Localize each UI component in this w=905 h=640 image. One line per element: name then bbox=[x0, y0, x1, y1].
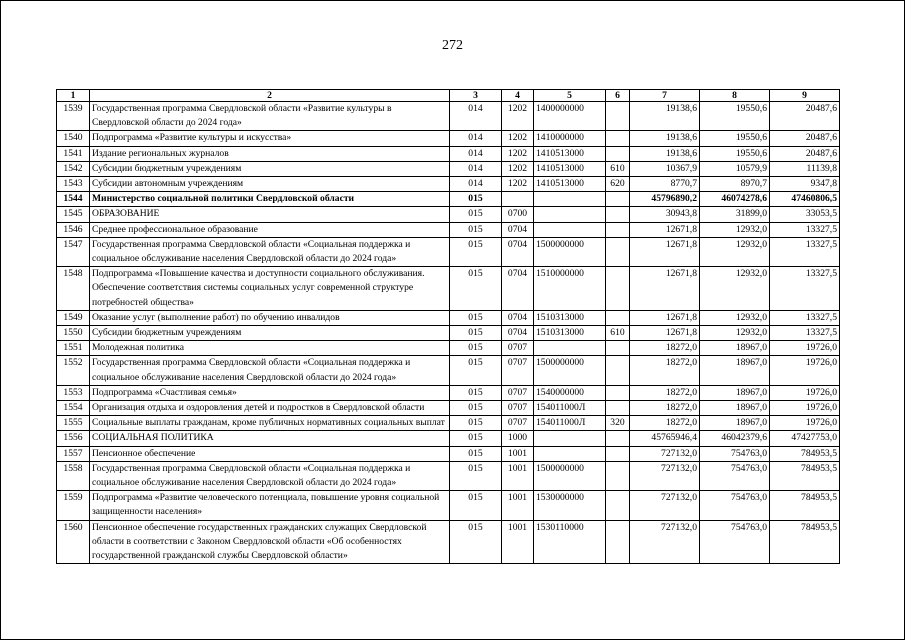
row-target-code: 1500000000 bbox=[534, 461, 606, 490]
row-amount-year2: 12932,0 bbox=[700, 326, 770, 341]
row-expense-type bbox=[606, 310, 630, 325]
row-expense-type bbox=[606, 446, 630, 461]
row-target-code: 1400000000 bbox=[534, 102, 606, 131]
table-row bbox=[57, 237, 840, 266]
row-amount-year3: 47427753,0 bbox=[770, 431, 840, 446]
row-amount-year3: 13327,5 bbox=[770, 310, 840, 325]
row-target-code bbox=[534, 341, 606, 356]
row-ministry-code: 015 bbox=[450, 192, 502, 207]
row-target-code bbox=[534, 446, 606, 461]
row-number: 1548 bbox=[57, 267, 90, 311]
row-name: ОБРАЗОВАНИЕ bbox=[90, 207, 450, 222]
row-ministry-code: 015 bbox=[450, 385, 502, 400]
row-amount-year2: 31899,0 bbox=[700, 207, 770, 222]
row-name: Оказание услуг (выполнение работ) по обучению инвалидов bbox=[90, 310, 450, 325]
row-section-code: 1202 bbox=[502, 146, 534, 161]
table-row bbox=[57, 326, 840, 341]
row-ministry-code: 015 bbox=[450, 416, 502, 431]
row-number: 1558 bbox=[57, 461, 90, 490]
row-ministry-code: 015 bbox=[450, 520, 502, 564]
row-section-code: 1001 bbox=[502, 461, 534, 490]
row-ministry-code: 014 bbox=[450, 146, 502, 161]
row-ministry-code: 015 bbox=[450, 431, 502, 446]
row-expense-type bbox=[606, 356, 630, 385]
row-amount-year2: 19550,6 bbox=[700, 131, 770, 146]
row-section-code: 1000 bbox=[502, 431, 534, 446]
row-name: Государственная программа Свердловской области «Социальная поддержка и социальное обслуживание населения Свердловской области до 2024 года» bbox=[90, 461, 450, 490]
row-target-code: 1500000000 bbox=[534, 237, 606, 266]
row-amount-year3: 20487,6 bbox=[770, 146, 840, 161]
row-amount-year1: 19138,6 bbox=[630, 102, 700, 131]
row-ministry-code: 015 bbox=[450, 446, 502, 461]
row-target-code: 1410513000 bbox=[534, 161, 606, 176]
header-cell: 8 bbox=[700, 90, 770, 102]
row-number: 1543 bbox=[57, 177, 90, 192]
row-ministry-code: 015 bbox=[450, 461, 502, 490]
row-name: Подпрограмма «Развитие человеческого потенциала, повышение уровня социальной защищенности населения» bbox=[90, 491, 450, 520]
row-expense-type bbox=[606, 461, 630, 490]
row-expense-type bbox=[606, 192, 630, 207]
row-expense-type bbox=[606, 237, 630, 266]
table-row bbox=[57, 356, 840, 385]
table-row bbox=[57, 146, 840, 161]
row-name: Государственная программа Свердловской области «Социальная поддержка и социальное обслуживание населения Свердловской области до 2024 года» bbox=[90, 356, 450, 385]
row-name: Пенсионное обеспечение государственных гражданских служащих Свердловской области в соответствии с Законом Свердловской области «Об особенностях государственной гражданской службы Свердловской области» bbox=[90, 520, 450, 564]
table-row bbox=[57, 192, 840, 207]
row-target-code: 1540000000 bbox=[534, 385, 606, 400]
row-expense-type bbox=[606, 102, 630, 131]
row-target-code bbox=[534, 222, 606, 237]
row-number: 1544 bbox=[57, 192, 90, 207]
row-section-code: 0704 bbox=[502, 237, 534, 266]
row-number: 1539 bbox=[57, 102, 90, 131]
row-name: Подпрограмма «Счастливая семья» bbox=[90, 385, 450, 400]
row-name: Субсидии бюджетным учреждениям bbox=[90, 326, 450, 341]
header-cell: 5 bbox=[534, 90, 606, 102]
row-target-code bbox=[534, 192, 606, 207]
row-amount-year1: 12671,8 bbox=[630, 267, 700, 311]
row-ministry-code: 015 bbox=[450, 326, 502, 341]
row-expense-type bbox=[606, 131, 630, 146]
table-row bbox=[57, 431, 840, 446]
row-number: 1559 bbox=[57, 491, 90, 520]
row-expense-type bbox=[606, 341, 630, 356]
row-amount-year1: 45796890,2 bbox=[630, 192, 700, 207]
header-row bbox=[57, 90, 840, 102]
row-section-code: 0707 bbox=[502, 401, 534, 416]
row-amount-year3: 784953,5 bbox=[770, 520, 840, 564]
row-section-code: 0707 bbox=[502, 341, 534, 356]
row-section-code: 0707 bbox=[502, 416, 534, 431]
table-row bbox=[57, 177, 840, 192]
row-amount-year3: 20487,6 bbox=[770, 102, 840, 131]
row-number: 1556 bbox=[57, 431, 90, 446]
row-expense-type bbox=[606, 431, 630, 446]
row-number: 1551 bbox=[57, 341, 90, 356]
row-amount-year3: 784953,5 bbox=[770, 461, 840, 490]
row-section-code: 0707 bbox=[502, 356, 534, 385]
row-number: 1555 bbox=[57, 416, 90, 431]
row-amount-year3: 33053,5 bbox=[770, 207, 840, 222]
header-cell: 7 bbox=[630, 90, 700, 102]
row-section-code: 1202 bbox=[502, 161, 534, 176]
row-section-code: 0704 bbox=[502, 310, 534, 325]
row-amount-year2: 18967,0 bbox=[700, 341, 770, 356]
row-section-code: 1202 bbox=[502, 131, 534, 146]
table-row bbox=[57, 131, 840, 146]
table-body bbox=[57, 102, 840, 564]
row-section-code: 1202 bbox=[502, 102, 534, 131]
row-name: Социальные выплаты гражданам, кроме публичных нормативных социальных выплат bbox=[90, 416, 450, 431]
row-amount-year1: 18272,0 bbox=[630, 341, 700, 356]
row-amount-year3: 13327,5 bbox=[770, 326, 840, 341]
row-amount-year2: 12932,0 bbox=[700, 237, 770, 266]
row-expense-type bbox=[606, 146, 630, 161]
row-expense-type bbox=[606, 491, 630, 520]
row-section-code: 0704 bbox=[502, 326, 534, 341]
row-amount-year1: 45765946,4 bbox=[630, 431, 700, 446]
row-name: Министерство социальной политики Свердловской области bbox=[90, 192, 450, 207]
row-name: Субсидии бюджетным учреждениям bbox=[90, 161, 450, 176]
row-amount-year2: 18967,0 bbox=[700, 356, 770, 385]
row-ministry-code: 015 bbox=[450, 267, 502, 311]
row-name: Субсидии автономным учреждениям bbox=[90, 177, 450, 192]
row-number: 1554 bbox=[57, 401, 90, 416]
row-number: 1549 bbox=[57, 310, 90, 325]
table-row bbox=[57, 461, 840, 490]
row-amount-year3: 19726,0 bbox=[770, 356, 840, 385]
row-amount-year2: 754763,0 bbox=[700, 461, 770, 490]
row-amount-year2: 19550,6 bbox=[700, 146, 770, 161]
row-amount-year2: 12932,0 bbox=[700, 310, 770, 325]
row-target-code: 1410000000 bbox=[534, 131, 606, 146]
table-row bbox=[57, 102, 840, 131]
header-cell: 1 bbox=[57, 90, 90, 102]
row-section-code bbox=[502, 192, 534, 207]
row-amount-year1: 12671,8 bbox=[630, 326, 700, 341]
row-amount-year1: 10367,9 bbox=[630, 161, 700, 176]
row-amount-year2: 18967,0 bbox=[700, 416, 770, 431]
row-ministry-code: 015 bbox=[450, 401, 502, 416]
row-ministry-code: 014 bbox=[450, 131, 502, 146]
row-ministry-code: 015 bbox=[450, 310, 502, 325]
row-amount-year2: 46042379,6 bbox=[700, 431, 770, 446]
row-name: Государственная программа Свердловской области «Развитие культуры в Свердловской области до 2024 года» bbox=[90, 102, 450, 131]
row-expense-type bbox=[606, 207, 630, 222]
row-number: 1557 bbox=[57, 446, 90, 461]
row-target-code: 1530000000 bbox=[534, 491, 606, 520]
row-number: 1547 bbox=[57, 237, 90, 266]
row-section-code: 0704 bbox=[502, 267, 534, 311]
row-name: Пенсионное обеспечение bbox=[90, 446, 450, 461]
row-name: Подпрограмма «Повышение качества и доступности социального обслуживания. Обеспечение соответствия системы социальных услуг современной структуре потребностей общества» bbox=[90, 267, 450, 311]
row-expense-type: 610 bbox=[606, 161, 630, 176]
row-name: Издание региональных журналов bbox=[90, 146, 450, 161]
row-amount-year2: 754763,0 bbox=[700, 491, 770, 520]
row-section-code: 1001 bbox=[502, 446, 534, 461]
row-ministry-code: 014 bbox=[450, 161, 502, 176]
row-expense-type bbox=[606, 520, 630, 564]
row-amount-year3: 47460806,5 bbox=[770, 192, 840, 207]
row-ministry-code: 015 bbox=[450, 207, 502, 222]
row-amount-year1: 18272,0 bbox=[630, 416, 700, 431]
row-ministry-code: 014 bbox=[450, 102, 502, 131]
row-number: 1546 bbox=[57, 222, 90, 237]
row-amount-year3: 20487,6 bbox=[770, 131, 840, 146]
row-amount-year3: 784953,5 bbox=[770, 446, 840, 461]
row-amount-year3: 9347,8 bbox=[770, 177, 840, 192]
table-row bbox=[57, 267, 840, 311]
table-row bbox=[57, 416, 840, 431]
row-ministry-code: 015 bbox=[450, 222, 502, 237]
table-row bbox=[57, 385, 840, 400]
row-amount-year3: 19726,0 bbox=[770, 341, 840, 356]
page-number: 272 bbox=[442, 38, 463, 53]
row-amount-year2: 46074278,6 bbox=[700, 192, 770, 207]
row-section-code: 0700 bbox=[502, 207, 534, 222]
row-amount-year3: 13327,5 bbox=[770, 267, 840, 311]
row-amount-year2: 10579,9 bbox=[700, 161, 770, 176]
table-row bbox=[57, 341, 840, 356]
row-section-code: 1001 bbox=[502, 491, 534, 520]
row-ministry-code: 014 bbox=[450, 177, 502, 192]
table-row bbox=[57, 222, 840, 237]
row-number: 1553 bbox=[57, 385, 90, 400]
row-amount-year1: 18272,0 bbox=[630, 401, 700, 416]
row-target-code bbox=[534, 431, 606, 446]
header-cell: 2 bbox=[90, 90, 450, 102]
row-amount-year1: 727132,0 bbox=[630, 491, 700, 520]
row-number: 1540 bbox=[57, 131, 90, 146]
row-amount-year2: 19550,6 bbox=[700, 102, 770, 131]
table-row bbox=[57, 401, 840, 416]
row-expense-type: 320 bbox=[606, 416, 630, 431]
row-name: Государственная программа Свердловской области «Социальная поддержка и социальное обслуживание населения Свердловской области до 2024 года» bbox=[90, 237, 450, 266]
budget-table bbox=[56, 89, 840, 564]
row-amount-year3: 13327,5 bbox=[770, 222, 840, 237]
row-expense-type: 620 bbox=[606, 177, 630, 192]
row-amount-year1: 727132,0 bbox=[630, 520, 700, 564]
row-target-code: 1410513000 bbox=[534, 146, 606, 161]
row-expense-type bbox=[606, 401, 630, 416]
table-row bbox=[57, 310, 840, 325]
row-section-code: 0707 bbox=[502, 385, 534, 400]
row-amount-year3: 19726,0 bbox=[770, 416, 840, 431]
row-expense-type bbox=[606, 267, 630, 311]
row-name: Подпрограмма «Развитие культуры и искусства» bbox=[90, 131, 450, 146]
row-ministry-code: 015 bbox=[450, 491, 502, 520]
row-expense-type bbox=[606, 222, 630, 237]
row-target-code: 1500000000 bbox=[534, 356, 606, 385]
row-amount-year1: 30943,8 bbox=[630, 207, 700, 222]
row-amount-year1: 19138,6 bbox=[630, 131, 700, 146]
row-amount-year1: 727132,0 bbox=[630, 446, 700, 461]
row-name: СОЦИАЛЬНАЯ ПОЛИТИКА bbox=[90, 431, 450, 446]
row-amount-year3: 19726,0 bbox=[770, 385, 840, 400]
row-amount-year3: 13327,5 bbox=[770, 237, 840, 266]
row-amount-year2: 12932,0 bbox=[700, 222, 770, 237]
row-amount-year1: 12671,8 bbox=[630, 222, 700, 237]
row-number: 1545 bbox=[57, 207, 90, 222]
row-name: Молодежная политика bbox=[90, 341, 450, 356]
row-amount-year1: 19138,6 bbox=[630, 146, 700, 161]
row-amount-year2: 8970,7 bbox=[700, 177, 770, 192]
header-cell: 9 bbox=[770, 90, 840, 102]
row-amount-year2: 18967,0 bbox=[700, 401, 770, 416]
row-amount-year1: 8770,7 bbox=[630, 177, 700, 192]
row-number: 1550 bbox=[57, 326, 90, 341]
row-name: Организация отдыха и оздоровления детей и подростков в Свердловской области bbox=[90, 401, 450, 416]
row-number: 1552 bbox=[57, 356, 90, 385]
row-number: 1541 bbox=[57, 146, 90, 161]
row-amount-year1: 727132,0 bbox=[630, 461, 700, 490]
table-row bbox=[57, 161, 840, 176]
row-amount-year2: 754763,0 bbox=[700, 446, 770, 461]
row-target-code: 1510313000 bbox=[534, 326, 606, 341]
row-amount-year2: 754763,0 bbox=[700, 520, 770, 564]
row-amount-year3: 784953,5 bbox=[770, 491, 840, 520]
table-row bbox=[57, 207, 840, 222]
row-amount-year1: 18272,0 bbox=[630, 356, 700, 385]
row-target-code: 154011000Л bbox=[534, 416, 606, 431]
row-section-code: 1001 bbox=[502, 520, 534, 564]
header-cell: 3 bbox=[450, 90, 502, 102]
row-amount-year3: 11139,8 bbox=[770, 161, 840, 176]
row-target-code: 1510313000 bbox=[534, 310, 606, 325]
row-section-code: 1202 bbox=[502, 177, 534, 192]
row-target-code: 1530110000 bbox=[534, 520, 606, 564]
table-row bbox=[57, 491, 840, 520]
row-amount-year3: 19726,0 bbox=[770, 401, 840, 416]
row-target-code: 1510000000 bbox=[534, 267, 606, 311]
row-section-code: 0704 bbox=[502, 222, 534, 237]
header-cell: 4 bbox=[502, 90, 534, 102]
row-target-code: 154011000Л bbox=[534, 401, 606, 416]
row-target-code bbox=[534, 207, 606, 222]
table-row bbox=[57, 446, 840, 461]
row-amount-year1: 18272,0 bbox=[630, 385, 700, 400]
row-ministry-code: 015 bbox=[450, 356, 502, 385]
row-target-code: 1410513000 bbox=[534, 177, 606, 192]
row-number: 1542 bbox=[57, 161, 90, 176]
row-ministry-code: 015 bbox=[450, 237, 502, 266]
row-ministry-code: 015 bbox=[450, 341, 502, 356]
row-amount-year2: 18967,0 bbox=[700, 385, 770, 400]
row-name: Среднее профессиональное образование bbox=[90, 222, 450, 237]
header-cell: 6 bbox=[606, 90, 630, 102]
row-number: 1560 bbox=[57, 520, 90, 564]
row-expense-type: 610 bbox=[606, 326, 630, 341]
row-amount-year2: 12932,0 bbox=[700, 267, 770, 311]
row-amount-year1: 12671,8 bbox=[630, 237, 700, 266]
row-expense-type bbox=[606, 385, 630, 400]
table-row bbox=[57, 520, 840, 564]
row-amount-year1: 12671,8 bbox=[630, 310, 700, 325]
